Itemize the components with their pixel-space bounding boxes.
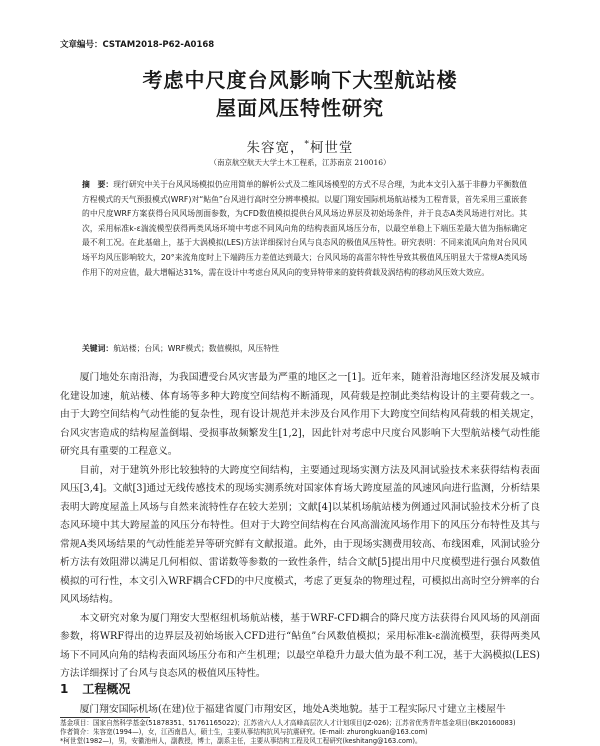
section-number: 1: [60, 682, 69, 696]
section-text: 厦门翔安国际机场(在建)位于福建省厦门市翔安区，地处A类地貌。基于工程实际尺寸建立主楼屋牛: [79, 704, 506, 715]
paragraph-2: 目前，对于建筑外形比较独特的大跨度空间结构，主要通过现场实测方法及风洞试验技术来获得结构表面风压[3,4]。文献[3]通过无线传感技术的现场实测系统对国家体育场大跨度屋盖的风速风向进行监测，分析结果表明大跨度屋盖上风场与自然来流特性存在较大差别；文献[4]以某机场航站楼为例通过风洞试验技术分析了良态风环境中其大跨屋盖的风压分布特性。但对于大跨空间结构在台风高湍流风场作用下的风压分布特性及其与常规A类风场结果的气动性能差异等研究鲜有文献报道。此外，由于现场实测费用较高、布线困难，风洞试验分析方法有效阻滞以满足几何相似、雷诺数等参数的一致性条件，结合文献[5]提出用中尺度模型进行强台风数值模拟的可行性，本文引入WRF耦合CFD的中尺度模式，考虑了更复杂的物理过程，可模拟出高时空分辨率的台风风场结构。: [60, 464, 540, 605]
paper-title-line-1: 考虑中尺度台风影响下大型航站楼: [142, 68, 458, 92]
section-title: 工程概况: [82, 682, 131, 696]
authors: [0, 136, 600, 156]
abstract-label: 摘 要：: [82, 180, 114, 189]
author-1: 朱容宽，: [246, 140, 305, 156]
corresponding-mark: *: [304, 139, 310, 150]
footnote-corresponding: *柯世堂(1982—)，男，安徽池州人，副教授，博士，副系主任，主要从事结构工程及风工程研究(keshitang@163.com)。: [60, 737, 422, 745]
paper-title-line-2: 屋面风压特性研究: [216, 96, 384, 120]
footnote-author-bio: 作者简介：朱容宽(1994—)，女，江西南昌人，硕士生，主要从事结构抗风与抗震研究。(E-mail: zhurongkuan@163.com): [60, 728, 428, 736]
author-2: 柯世堂: [309, 140, 354, 156]
body-text: [60, 369, 540, 684]
footnote-funding: 基金项目：国家自然科学基金(51878351、51761165022)；江苏省六人人才高峰高层次人才计划项目(JZ-026)；江苏省优秀青年基金项目(BK20160083): [60, 719, 516, 727]
paragraph-1: 厦门地处东南沿海，为我国遭受台风灾害最为严重的地区之一[1]。近年来，随着沿海地区经济发展及城市化建设加速，航站楼、体育场等多种大跨度空间结构不断涌现，风荷载是控制此类结构设计的主要荷载之一。由于大跨空间结构气动性能的复杂性，现有设计规范并未涉及台风作用下大跨度空间结构风荷载的相关规定，台风灾害造成的结构屋盖倒塌、受损事故频繁发生[1,2]，因此针对考虑中尺度台风影响下大型航站楼气动性能研究具有重要的工程意义。: [60, 372, 540, 457]
article-number: 文章编号：CSTAM2018-P62-A0168: [60, 40, 215, 50]
keywords-label: 关键词：: [82, 344, 114, 353]
keywords: [82, 343, 527, 354]
paragraph-3: 本文研究对象为厦门翔安大型枢纽机场航站楼，基于WRF-CFD耦合的降尺度方法获得台风风场的风剖面参数，将WRF得出的边界层及初始场嵌入CFD进行“鲇鱼”台风数值模拟；采用标准k-ε湍流模型，获得两类风场下不同风向角的结构表面风场压分布和产生机理；以最空单稳升力最大值为最不利工况，基于大涡模拟(LES)方法详细探讨了台风与良态风的极值风压特性。: [60, 612, 540, 679]
abstract: [82, 178, 527, 280]
affiliation: （南京航空航天大学土木工程系，江苏南京 210016）: [209, 158, 391, 167]
section-heading: [60, 680, 130, 697]
footnote-divider: [60, 717, 150, 718]
abstract-text: 现行研究中关于台风风场模拟仍应用简单的解析公式及二维风场模型的方式不尽合理，为此本文引入基于非静力平衡数值方程模式的天气预报模式(WRF)对“鲇鱼”台风进行高时空分辨率模拟。以厦门翔安国际机场航站楼为工程背景，首先采用三重嵌套的中尺度WRF方案获得台风风场剖面参数，为CFD数值模拟提供台风风场边界层及初始场条件，并于良态A类风场进行对比。其次，采用标准k-ε湍流模型获得两类风场环境中考虑不同风向角的结构表面风场压分布，以最空单稳上下端压差最大值为指标确定最不利工况。在此基础上，基于大涡模拟(LES)方法详细探讨台风与良态风的极值风压特性。研究表明：不同来流风向角对台风风场平均风压影响较大，20°来流角度时上下端跨压力差值达到最大；台风风场的高雷尔特性导致其极值风压明显大于常规A类风场作用下的对应值，最大增幅达31%，需在设计中考虑台风风向的变异特带来的旋转荷载及涡结构的移动风压效大效应。: [82, 180, 528, 277]
keywords-text: 航站楼；台风；WRF模式；数值模拟，风压特性: [113, 344, 279, 353]
